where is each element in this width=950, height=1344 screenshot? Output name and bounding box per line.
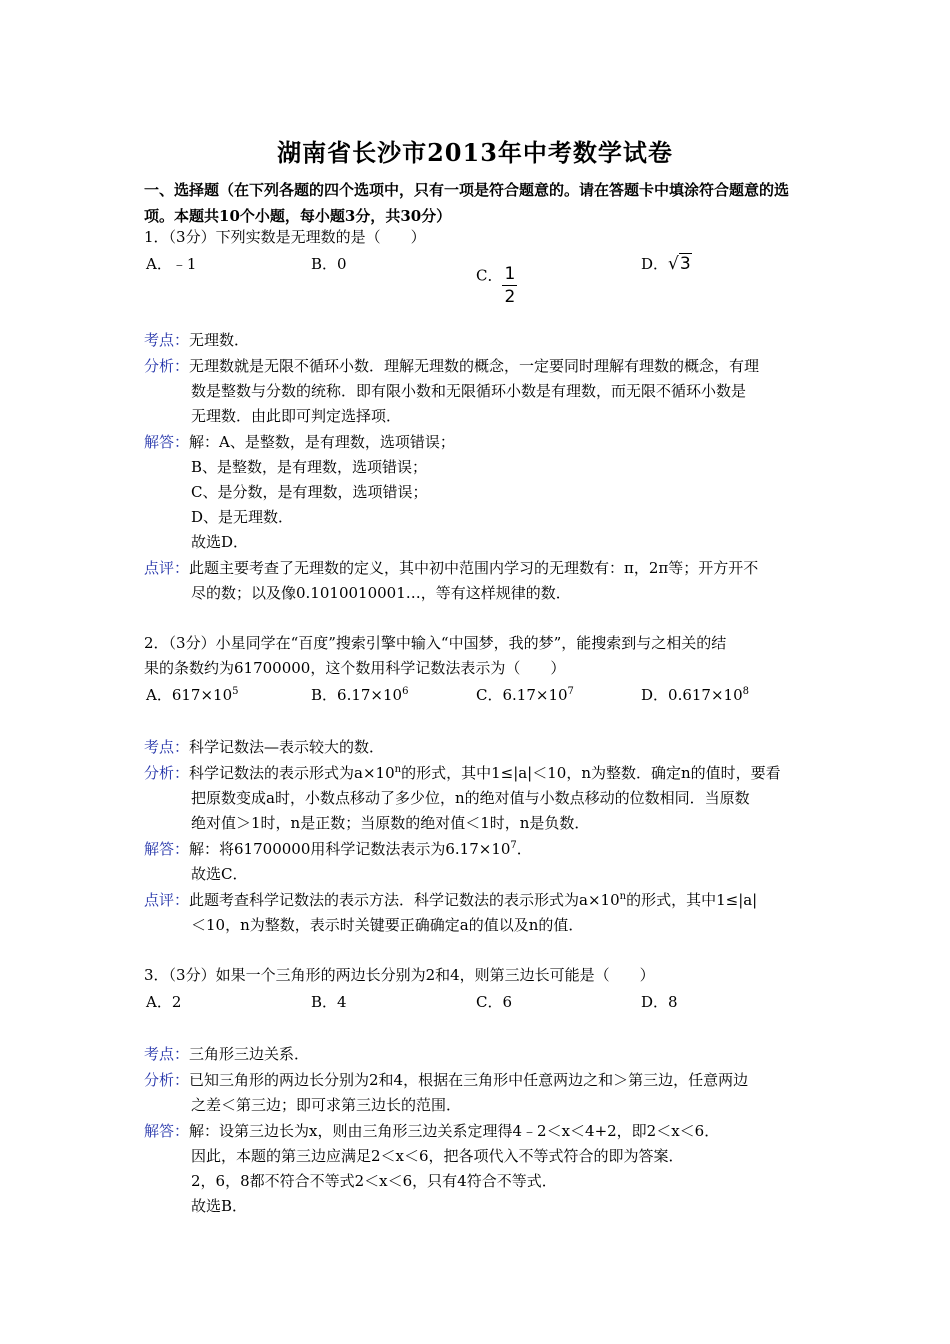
label-jieda: 解答： xyxy=(144,840,190,858)
q1-fenxi-line: 无理数．由此即可判定选择项． xyxy=(191,407,402,425)
exponent: n xyxy=(619,891,627,902)
q1-jieda-line: 解：A、是整数，是有理数，选项错误； xyxy=(189,433,455,451)
page-title: 湖南省长沙市2013年中考数学试卷 xyxy=(277,138,673,167)
q1-option-c xyxy=(476,254,517,307)
q2-option-b-base: B．6.17×10 xyxy=(311,686,403,704)
q3-option-c: C．6 xyxy=(476,993,513,1011)
label-fenxi: 分析： xyxy=(144,764,190,782)
q1-dianping xyxy=(144,558,758,578)
label-kaodian: 考点： xyxy=(144,331,190,349)
q1-option-d xyxy=(641,254,692,274)
q1-dianping-line: 尽的数；以及像0.1010010001…，等有这样规律的数． xyxy=(191,584,571,602)
label-jieda: 解答： xyxy=(144,433,190,451)
q3-jieda-line: 解：设第三边长为x，则由三角形三边关系定理得4﹣2＜x＜4+2，即2＜x＜6． xyxy=(189,1122,720,1140)
q3-jieda xyxy=(144,1121,719,1141)
q2-jieda-text: 解：将61700000用科学记数法表示为6.17×10 xyxy=(189,840,511,858)
q2-dianping-line: ＜10，n为整数，表示时关键要正确确定a的值以及n的值． xyxy=(191,916,584,934)
q1-jieda-line: D、是无理数． xyxy=(191,508,294,526)
q1-kaodian-text: 无理数． xyxy=(189,331,250,349)
q2-fenxi-text: 科学记数法的表示形式为a×10 xyxy=(189,764,395,782)
label-jieda: 解答： xyxy=(144,1122,190,1140)
q2-option-a-base: A．617×10 xyxy=(146,686,233,704)
q3-jieda-line: 因此，本题的第三边应满足2＜x＜6，把各项代入不等式符合的即为答案． xyxy=(191,1147,684,1165)
q1-option-d-letter: D． xyxy=(641,255,669,273)
q2-option-c xyxy=(476,685,574,705)
label-fenxi: 分析： xyxy=(144,357,190,375)
q2-dianping-text: 此题考查科学记数法的表示方法．科学记数法的表示形式为a×10 xyxy=(189,891,620,909)
q3-kaodian xyxy=(144,1044,309,1064)
q2-jieda xyxy=(144,839,532,859)
radicand: 3 xyxy=(679,254,691,274)
q1-fenxi-line: 无理数就是无限不循环小数．理解无理数的概念，一定要同时理解有理数的概念，有理 xyxy=(189,357,760,375)
q3-fenxi xyxy=(144,1070,748,1090)
q1-fenxi-line: 数是整数与分数的统称．即有限小数和无限循环小数是有理数，而无限不循环小数是 xyxy=(191,382,747,400)
label-fenxi: 分析： xyxy=(144,1071,190,1089)
q1-option-c-letter: C． xyxy=(476,266,503,285)
q3-option-b: B．4 xyxy=(311,993,347,1011)
q2-kaodian xyxy=(144,737,384,757)
q2-stem: 2．（3分）小星同学在“百度”搜索引擎中输入“中国梦，我的梦”，能搜索到与之相关的结 xyxy=(144,634,727,652)
q1-option-b: B．0 xyxy=(311,255,347,273)
q2-fenxi-line: 把原数变成a时，小数点移动了多少位，n的绝对值与小数点移动的位数相同．当原数 xyxy=(191,789,750,807)
q3-stem: 3．（3分）如果一个三角形的两边长分别为2和4，则第三边长可能是（ ） xyxy=(144,966,655,984)
square-root xyxy=(668,253,692,274)
label-dianping: 点评： xyxy=(144,559,190,577)
fraction-numerator: 1 xyxy=(504,264,516,284)
q2-fenxi-line: 绝对值＞1时，n是正数；当原数的绝对值＜1时，n是负数． xyxy=(191,814,590,832)
q3-fenxi-line: 之差＜第三边；即可求第三边长的范围． xyxy=(191,1096,462,1114)
q1-jieda-line: 故选D． xyxy=(191,533,249,551)
q1-jieda-line: B、是整数，是有理数，选项错误； xyxy=(191,458,428,476)
q3-option-a: A．2 xyxy=(146,993,182,1011)
section-heading: 一、选择题（在下列各题的四个选项中，只有一项是符合题意的。请在答题卡中填涂符合题意的选项。本题共10个小题，每小题3分，共30分） xyxy=(144,181,790,225)
label-kaodian: 考点： xyxy=(144,1045,190,1063)
exponent: n xyxy=(394,764,402,775)
q2-jieda-text: ． xyxy=(516,840,532,858)
fraction xyxy=(502,263,517,308)
q2-option-d-base: D．0.617×10 xyxy=(641,686,743,704)
radical-sign: √ xyxy=(668,254,679,274)
q2-fenxi-text: 的形式，其中1≤|a|＜10，n为整数．确定n的值时，要看 xyxy=(401,764,781,782)
exponent: 5 xyxy=(232,686,239,697)
q2-stem: 果的条数约为61700000，这个数用科学记数法表示为（ ） xyxy=(144,659,566,677)
q2-dianping xyxy=(144,890,757,910)
exponent: 6 xyxy=(402,686,409,697)
q3-option-d: D．8 xyxy=(641,993,678,1011)
q2-fenxi xyxy=(144,763,781,783)
q1-jieda-line: C、是分数，是有理数，选项错误； xyxy=(191,483,428,501)
q1-stem: 1．（3分）下列实数是无理数的是（ ） xyxy=(144,228,426,246)
fraction-denominator: 2 xyxy=(504,287,516,307)
q3-jieda-line: 故选B． xyxy=(191,1197,248,1215)
q2-option-d xyxy=(641,685,749,705)
q1-jieda xyxy=(144,432,455,452)
q3-jieda-line: 2，6，8都不符合不等式2＜x＜6，只有4符合不等式． xyxy=(191,1172,557,1190)
q1-dianping-line: 此题主要考查了无理数的定义，其中初中范围内学习的无理数有：π，2π等；开方开不 xyxy=(189,559,759,577)
exponent: 7 xyxy=(510,840,517,851)
q2-jieda-line: 故选C． xyxy=(191,865,248,883)
exponent: 8 xyxy=(742,686,749,697)
q2-option-a xyxy=(146,685,239,705)
q2-dianping-text: 的形式，其中1≤|a| xyxy=(626,891,758,909)
exponent: 7 xyxy=(567,686,574,697)
q1-option-a: A．﹣1 xyxy=(146,255,197,273)
q3-kaodian-text: 三角形三边关系． xyxy=(189,1045,310,1063)
label-kaodian: 考点： xyxy=(144,738,190,756)
q1-fenxi xyxy=(144,356,759,376)
q2-option-c-base: C．6.17×10 xyxy=(476,686,568,704)
q2-option-b xyxy=(311,685,408,705)
q2-kaodian-text: 科学记数法—表示较大的数． xyxy=(189,738,385,756)
label-dianping: 点评： xyxy=(144,891,190,909)
q1-kaodian xyxy=(144,330,249,350)
q3-fenxi-line: 已知三角形的两边长分别为2和4，根据在三角形中任意两边之和＞第三边，任意两边 xyxy=(189,1071,749,1089)
